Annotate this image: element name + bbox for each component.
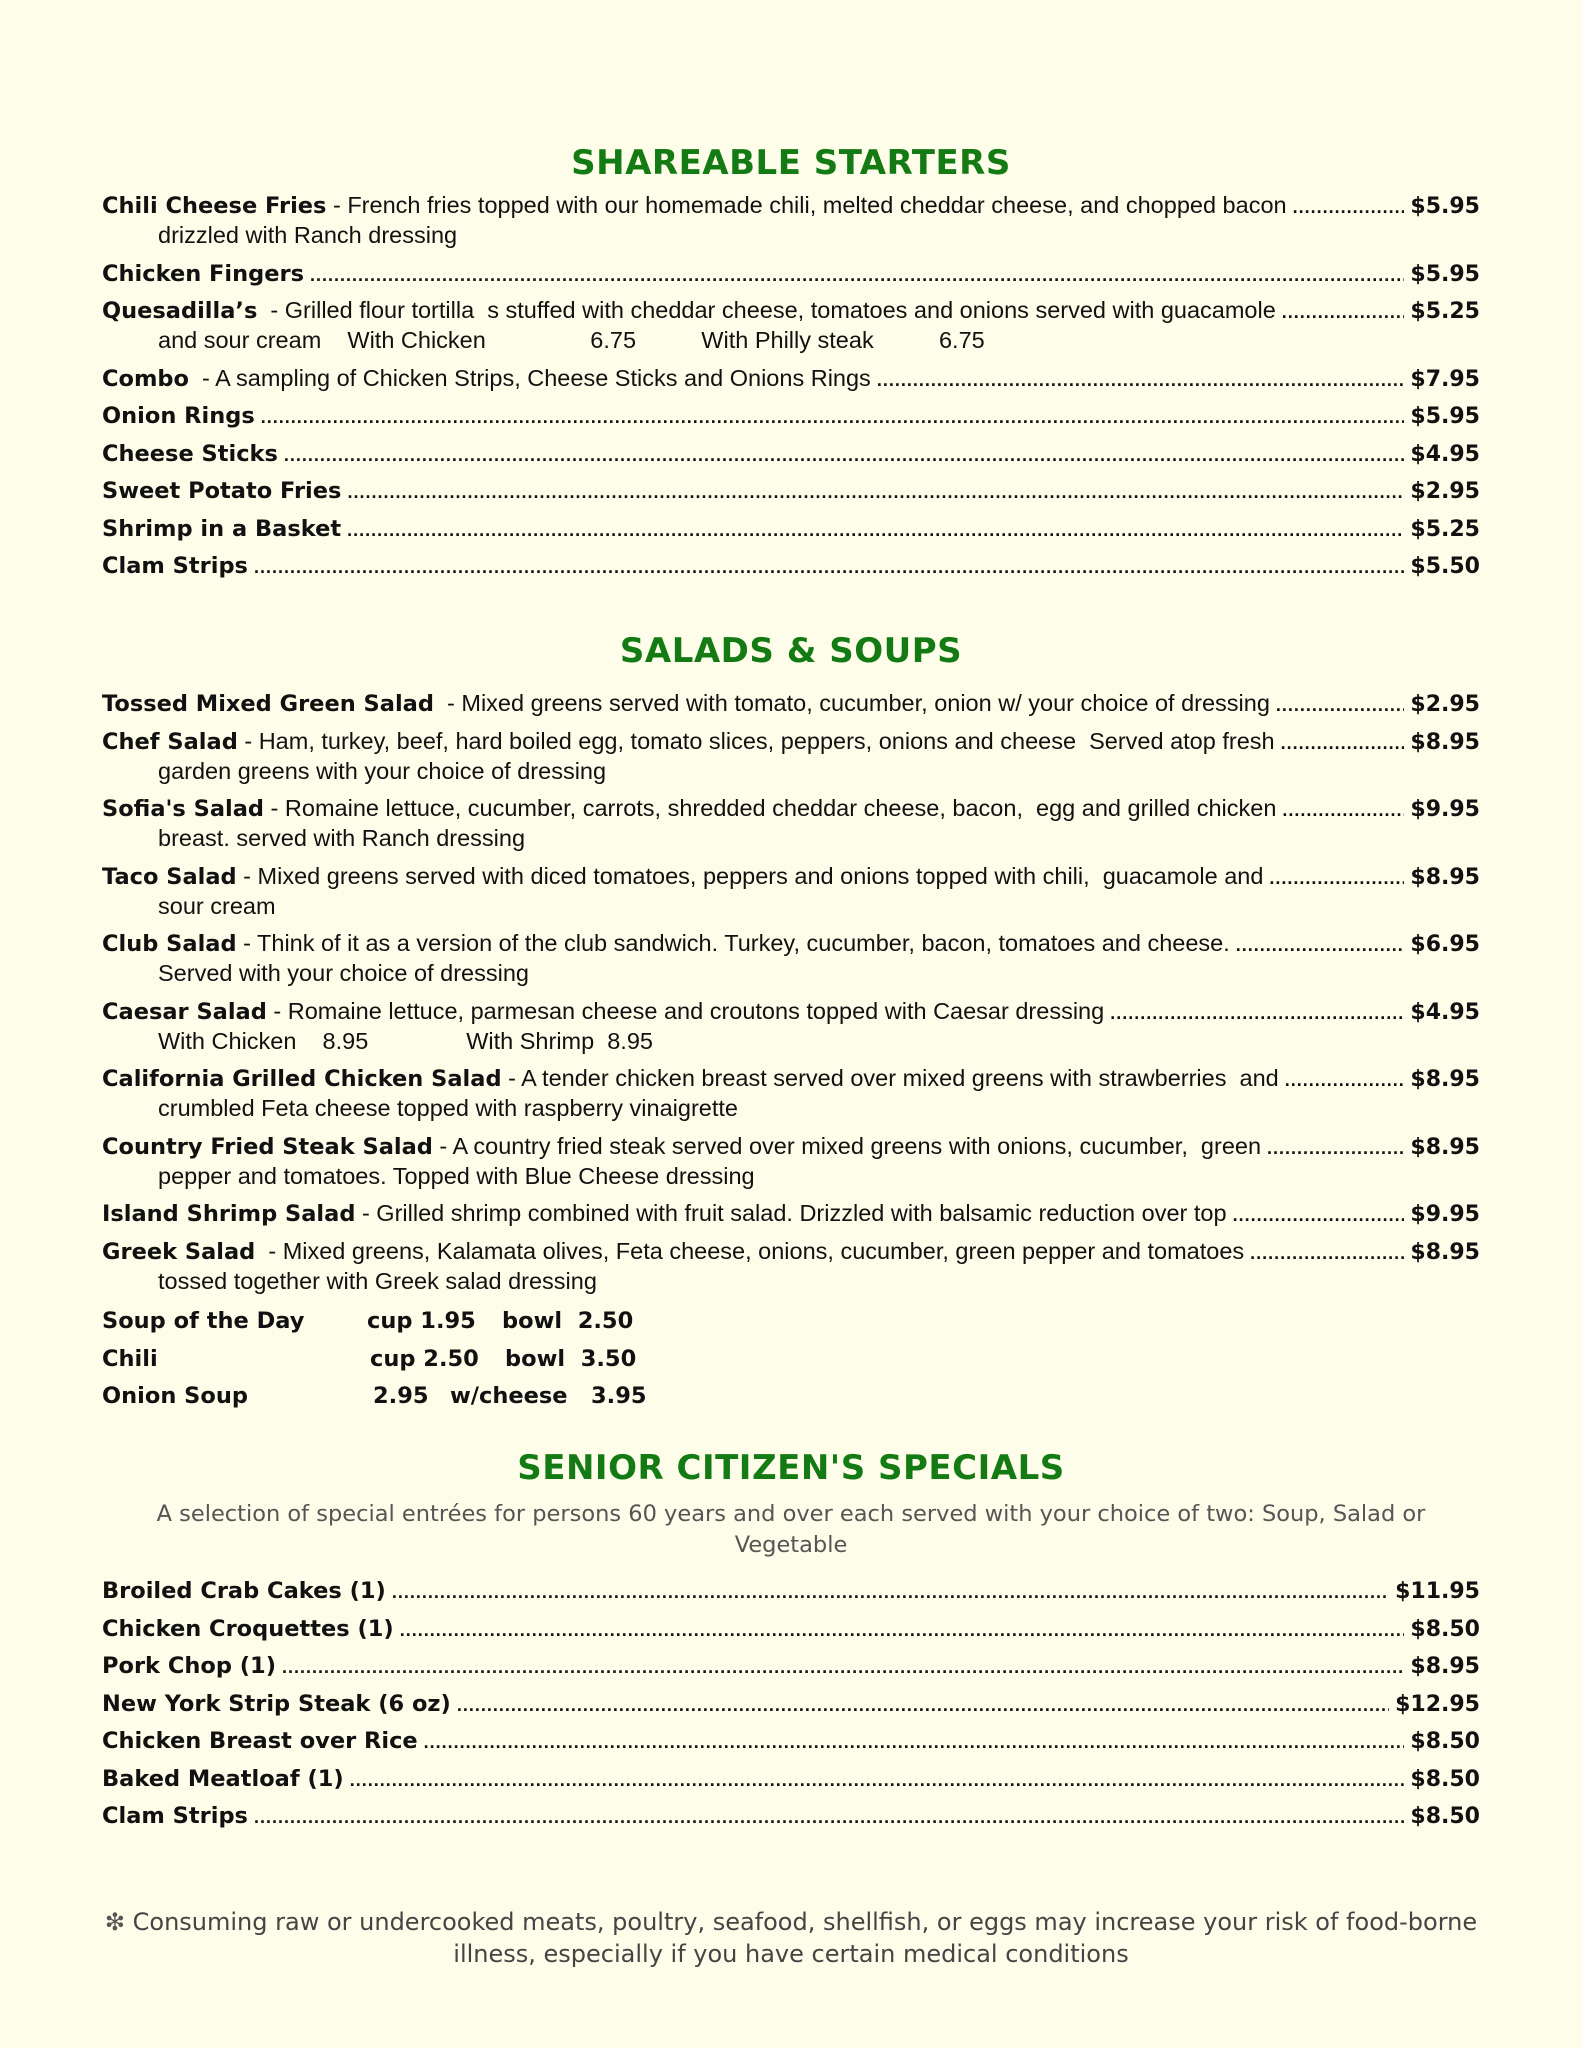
menu-item [102, 1131, 1480, 1191]
menu-item [102, 1063, 1480, 1123]
menu-item-name: Chicken Breast over Rice [102, 1728, 418, 1754]
menu-item-price: $8.95 [1410, 1239, 1480, 1265]
menu-item-name: Baked Meatloaf (1) [102, 1765, 344, 1792]
menu-item-price: $8.50 [1410, 1616, 1480, 1642]
menu-item-name: Sweet Potato Fries [102, 478, 342, 504]
menu-item-price: $5.95 [1410, 404, 1480, 429]
dot-leader [254, 1800, 1404, 1832]
salads-section [102, 629, 1480, 1416]
menu-item [102, 438, 1480, 468]
menu-item [102, 1800, 1480, 1830]
menu-item [102, 996, 1480, 1056]
soup-row [102, 1303, 1480, 1341]
menu-item-description: - Grilled flour tortilla s stuffed with cheddar cheese, tomatoes and onions served with guacamole [257, 297, 1276, 323]
menu-item-description: - A sampling of Chicken Strips, Cheese Sticks and Onions Rings [188, 364, 871, 391]
menu-item-price: $6.95 [1410, 932, 1480, 957]
dot-leader [1269, 861, 1404, 893]
menu-item-description: - Grilled shrimp combined with fruit salad. Drizzled with balsamic reduction over top [355, 1200, 1227, 1226]
menu-item-price: $8.95 [1410, 1134, 1480, 1160]
dot-leader [1285, 1063, 1405, 1095]
menu-item-price: $5.25 [1410, 516, 1480, 542]
soup-name: Onion Soup [102, 1383, 248, 1409]
menu-item-price: $9.95 [1410, 797, 1480, 822]
menu-item [102, 190, 1480, 250]
menu-item-price: $5.95 [1410, 194, 1480, 219]
soup-name: Chili [102, 1345, 158, 1372]
menu-item-name: New York Strip Steak (6 oz) [102, 1690, 451, 1717]
dot-leader [424, 1725, 1405, 1757]
soup-price-a: cup 2.50 [370, 1345, 479, 1372]
menu-item-name: Chili Cheese Fries [102, 193, 327, 219]
menu-item-line [102, 1063, 1480, 1093]
menu-item [102, 1725, 1480, 1755]
dot-leader [1282, 793, 1404, 825]
menu-item [102, 793, 1480, 853]
menu-item-line [102, 363, 1480, 393]
menu-item-description: - Mixed greens served with diced tomatoes, peppers and onions topped with chili, guacamole and [236, 862, 1264, 889]
menu-item-line [102, 475, 1480, 505]
menu-item-line [102, 1725, 1480, 1755]
menu-item-price: $9.95 [1410, 1202, 1480, 1227]
menu-item-name: Onion Rings [102, 403, 255, 429]
menu-item-line [102, 295, 1480, 325]
dot-leader [347, 513, 1404, 545]
menu-item-name: Chicken Fingers [102, 260, 305, 287]
menu-item-line [102, 1763, 1480, 1793]
menu-item-line [102, 258, 1480, 288]
dot-leader [457, 1688, 1389, 1720]
dot-leader [400, 1613, 1405, 1645]
menu-item-description: - Mixed greens served with tomato, cucumber, onion w/ your choice of dressing [433, 690, 1270, 716]
seniors-subtitle: A selection of special entrées for persons 60 years and over each served with your choice of two: Soup, Salad or Vegetable [156, 1501, 1426, 1558]
seniors-title: SENIOR CITIZEN'S SPECIALS [517, 1448, 1065, 1488]
menu-item-price: $5.95 [1410, 261, 1480, 287]
menu-item-description-continued: crumbled Feta cheese topped with raspberry vinaigrette [158, 1095, 738, 1121]
menu-item-name: Quesadilla’s [102, 298, 258, 324]
menu-item-description: - French fries topped with our homemade chili, melted cheddar cheese, and chopped bacon [326, 192, 1287, 218]
disclaimer-text: Consuming raw or undercooked meats, poultry, seafood, shellfish, or eggs may increase your risk of food-borne illness, especially if you have certain medical conditions [132, 1908, 1478, 1968]
seniors-section [102, 1446, 1480, 1838]
soups-list [102, 1303, 1480, 1416]
menu-item-name: Caesar Salad [102, 998, 267, 1025]
menu-item-description-continued: and sour cream With Chicken 6.75 With Philly steak 6.75 [158, 327, 985, 353]
menu-item-price: $4.95 [1410, 441, 1480, 467]
dot-leader [1236, 928, 1405, 960]
menu-item-line [102, 1613, 1480, 1643]
dot-leader [1293, 190, 1405, 222]
soup-price-a: cup 1.95 [367, 1308, 476, 1334]
menu-item-line [102, 1688, 1480, 1718]
menu-item-name: Broiled Crab Cakes (1) [102, 1578, 386, 1604]
soup-name: Soup of the Day [102, 1308, 305, 1334]
menu-item-description-continued: drizzled with Ranch dressing [158, 222, 458, 248]
menu-item [102, 688, 1480, 718]
health-disclaimer [102, 1906, 1480, 1970]
starters-section [102, 141, 1480, 588]
soup-price-b: w/cheese 3.95 [450, 1383, 647, 1409]
menu-item-name: Sofia's Salad [102, 796, 265, 822]
dot-leader [1233, 1198, 1405, 1230]
menu-item-line [102, 513, 1480, 543]
menu-item-name: Clam Strips [102, 553, 248, 579]
menu-item-line [102, 1800, 1480, 1830]
menu-item-name: Tossed Mixed Green Salad [102, 691, 434, 717]
menu-item-description-continued: pepper and tomatoes. Topped with Blue Cheese dressing [158, 1162, 755, 1189]
dot-leader [261, 400, 1405, 432]
seniors-list [102, 1575, 1480, 1830]
menu-item-price: $8.50 [1410, 1766, 1480, 1792]
menu-item-name: Club Salad [102, 931, 237, 957]
menu-item-name: Cheese Sticks [102, 440, 278, 467]
menu-item-price: $8.95 [1410, 1654, 1480, 1679]
menu-item-line [102, 793, 1480, 823]
dot-leader [392, 1575, 1389, 1607]
menu-item-line [102, 1198, 1480, 1228]
menu-item-line [102, 1650, 1480, 1680]
menu-item-price: $8.95 [1410, 1067, 1480, 1092]
menu-item-description: - A country fried steak served over mixed greens with onions, cucumber, green [432, 1132, 1262, 1159]
menu-item-description: - Think of it as a version of the club sandwich. Turkey, cucumber, bacon, tomatoes and cheese. [236, 930, 1230, 956]
menu-item [102, 513, 1480, 543]
dot-leader [1110, 996, 1404, 1028]
menu-item-description-continued: garden greens with your choice of dressing [158, 757, 607, 784]
menu-item [102, 1198, 1480, 1228]
menu-item-name: Chef Salad [102, 728, 238, 755]
dot-leader [1282, 295, 1405, 327]
menu-item-line [102, 861, 1480, 891]
menu-item-name: Chicken Croquettes (1) [102, 1615, 394, 1642]
menu-item [102, 1688, 1480, 1718]
soup-row [102, 1341, 1480, 1379]
menu-item [102, 295, 1480, 355]
menu-item-description: - Romaine lettuce, cucumber, carrots, shredded cheddar cheese, bacon, egg and grilled chicken [264, 795, 1277, 821]
menu-item-name: Taco Salad [102, 863, 237, 890]
menu-item-line [102, 550, 1480, 580]
menu-item-price: $11.95 [1395, 1579, 1480, 1604]
dot-leader [284, 438, 1405, 470]
dot-leader [1276, 688, 1405, 720]
dot-leader [877, 363, 1405, 395]
dot-leader [254, 550, 1404, 582]
menu-item [102, 363, 1480, 393]
menu-item-price: $2.95 [1410, 479, 1480, 504]
menu-item-price: $8.95 [1410, 864, 1480, 890]
menu-item-description: - Ham, turkey, beef, hard boiled egg, tomato slices, peppers, onions and cheese Served atop fresh [237, 727, 1275, 754]
menu-item-description-continued: Served with your choice of dressing [158, 960, 529, 986]
menu-item-description-continued: sour cream [158, 892, 276, 919]
menu-item-line [102, 1131, 1480, 1161]
menu-item-line [102, 1575, 1480, 1605]
menu-item-name: Pork Chop (1) [102, 1653, 276, 1679]
menu-item [102, 1575, 1480, 1605]
dot-leader [350, 1763, 1405, 1795]
menu-item-name: Shrimp in a Basket [102, 515, 342, 542]
starters-title: SHAREABLE STARTERS [571, 143, 1011, 183]
menu-item-price: $8.50 [1410, 1729, 1480, 1754]
menu-item-description-continued: With Chicken 8.95 With Shrimp 8.95 [158, 1027, 653, 1054]
soup-row [102, 1378, 1480, 1416]
dot-leader [1281, 726, 1405, 758]
menu-item [102, 1613, 1480, 1643]
menu-item-name: California Grilled Chicken Salad [102, 1066, 502, 1092]
salads-title: SALADS & SOUPS [619, 631, 963, 671]
menu-item-price: $7.95 [1410, 366, 1480, 392]
menu-item-name: Greek Salad [102, 1238, 256, 1265]
dot-leader [1250, 1236, 1404, 1268]
menu-item-line [102, 928, 1480, 958]
dot-leader [1267, 1131, 1404, 1163]
menu-item-price: $8.95 [1410, 729, 1480, 755]
menu-item-line [102, 996, 1480, 1026]
menu-item-line [102, 400, 1480, 430]
menu-item-line [102, 190, 1480, 220]
menu-item-description: - Mixed greens, Kalamata olives, Feta cheese, onions, cucumber, green pepper and tomatoes [255, 1237, 1245, 1264]
menu-item [102, 726, 1480, 786]
menu-item [102, 550, 1480, 580]
menu-item [102, 475, 1480, 505]
menu-item-price: $5.25 [1410, 299, 1480, 324]
menu-item [102, 1763, 1480, 1793]
menu-item-line [102, 438, 1480, 468]
menu-item [102, 1650, 1480, 1680]
menu-item [102, 861, 1480, 921]
menu-item-name: Clam Strips [102, 1803, 248, 1829]
menu-item-price: $5.50 [1410, 554, 1480, 579]
dot-leader [347, 475, 1404, 507]
menu-item [102, 1236, 1480, 1296]
menu-item-line [102, 688, 1480, 718]
menu-item-name: Combo [102, 365, 189, 392]
menu-item-description: - Romaine lettuce, parmesan cheese and croutons topped with Caesar dressing [266, 997, 1105, 1024]
dot-leader [310, 258, 1404, 290]
menu-item [102, 258, 1480, 288]
soup-price-b: bowl 2.50 [502, 1308, 634, 1334]
menu-item-description-continued: tossed together with Greek salad dressing [158, 1267, 597, 1294]
soup-price-a: 2.95 [373, 1383, 429, 1409]
menu-item-price: $2.95 [1410, 692, 1480, 717]
salads-list [102, 688, 1480, 1296]
menu-item-name: Country Fried Steak Salad [102, 1133, 433, 1160]
menu-item-price: $12.95 [1395, 1691, 1480, 1717]
menu-item-description: - A tender chicken breast served over mixed greens with strawberries and [501, 1065, 1279, 1091]
dot-leader [282, 1650, 1404, 1682]
menu-item-name: Island Shrimp Salad [102, 1201, 356, 1227]
starters-list [102, 190, 1480, 580]
menu-item [102, 928, 1480, 988]
menu-item-price: $8.50 [1410, 1804, 1480, 1829]
soup-price-b: bowl 3.50 [505, 1345, 637, 1372]
menu-item-line [102, 1236, 1480, 1266]
menu-item [102, 400, 1480, 430]
menu-item-line [102, 726, 1480, 756]
menu-item-description-continued: breast. served with Ranch dressing [158, 825, 526, 851]
asterisk-icon: ❇ [104, 1908, 125, 1936]
menu-item-price: $4.95 [1410, 999, 1480, 1025]
